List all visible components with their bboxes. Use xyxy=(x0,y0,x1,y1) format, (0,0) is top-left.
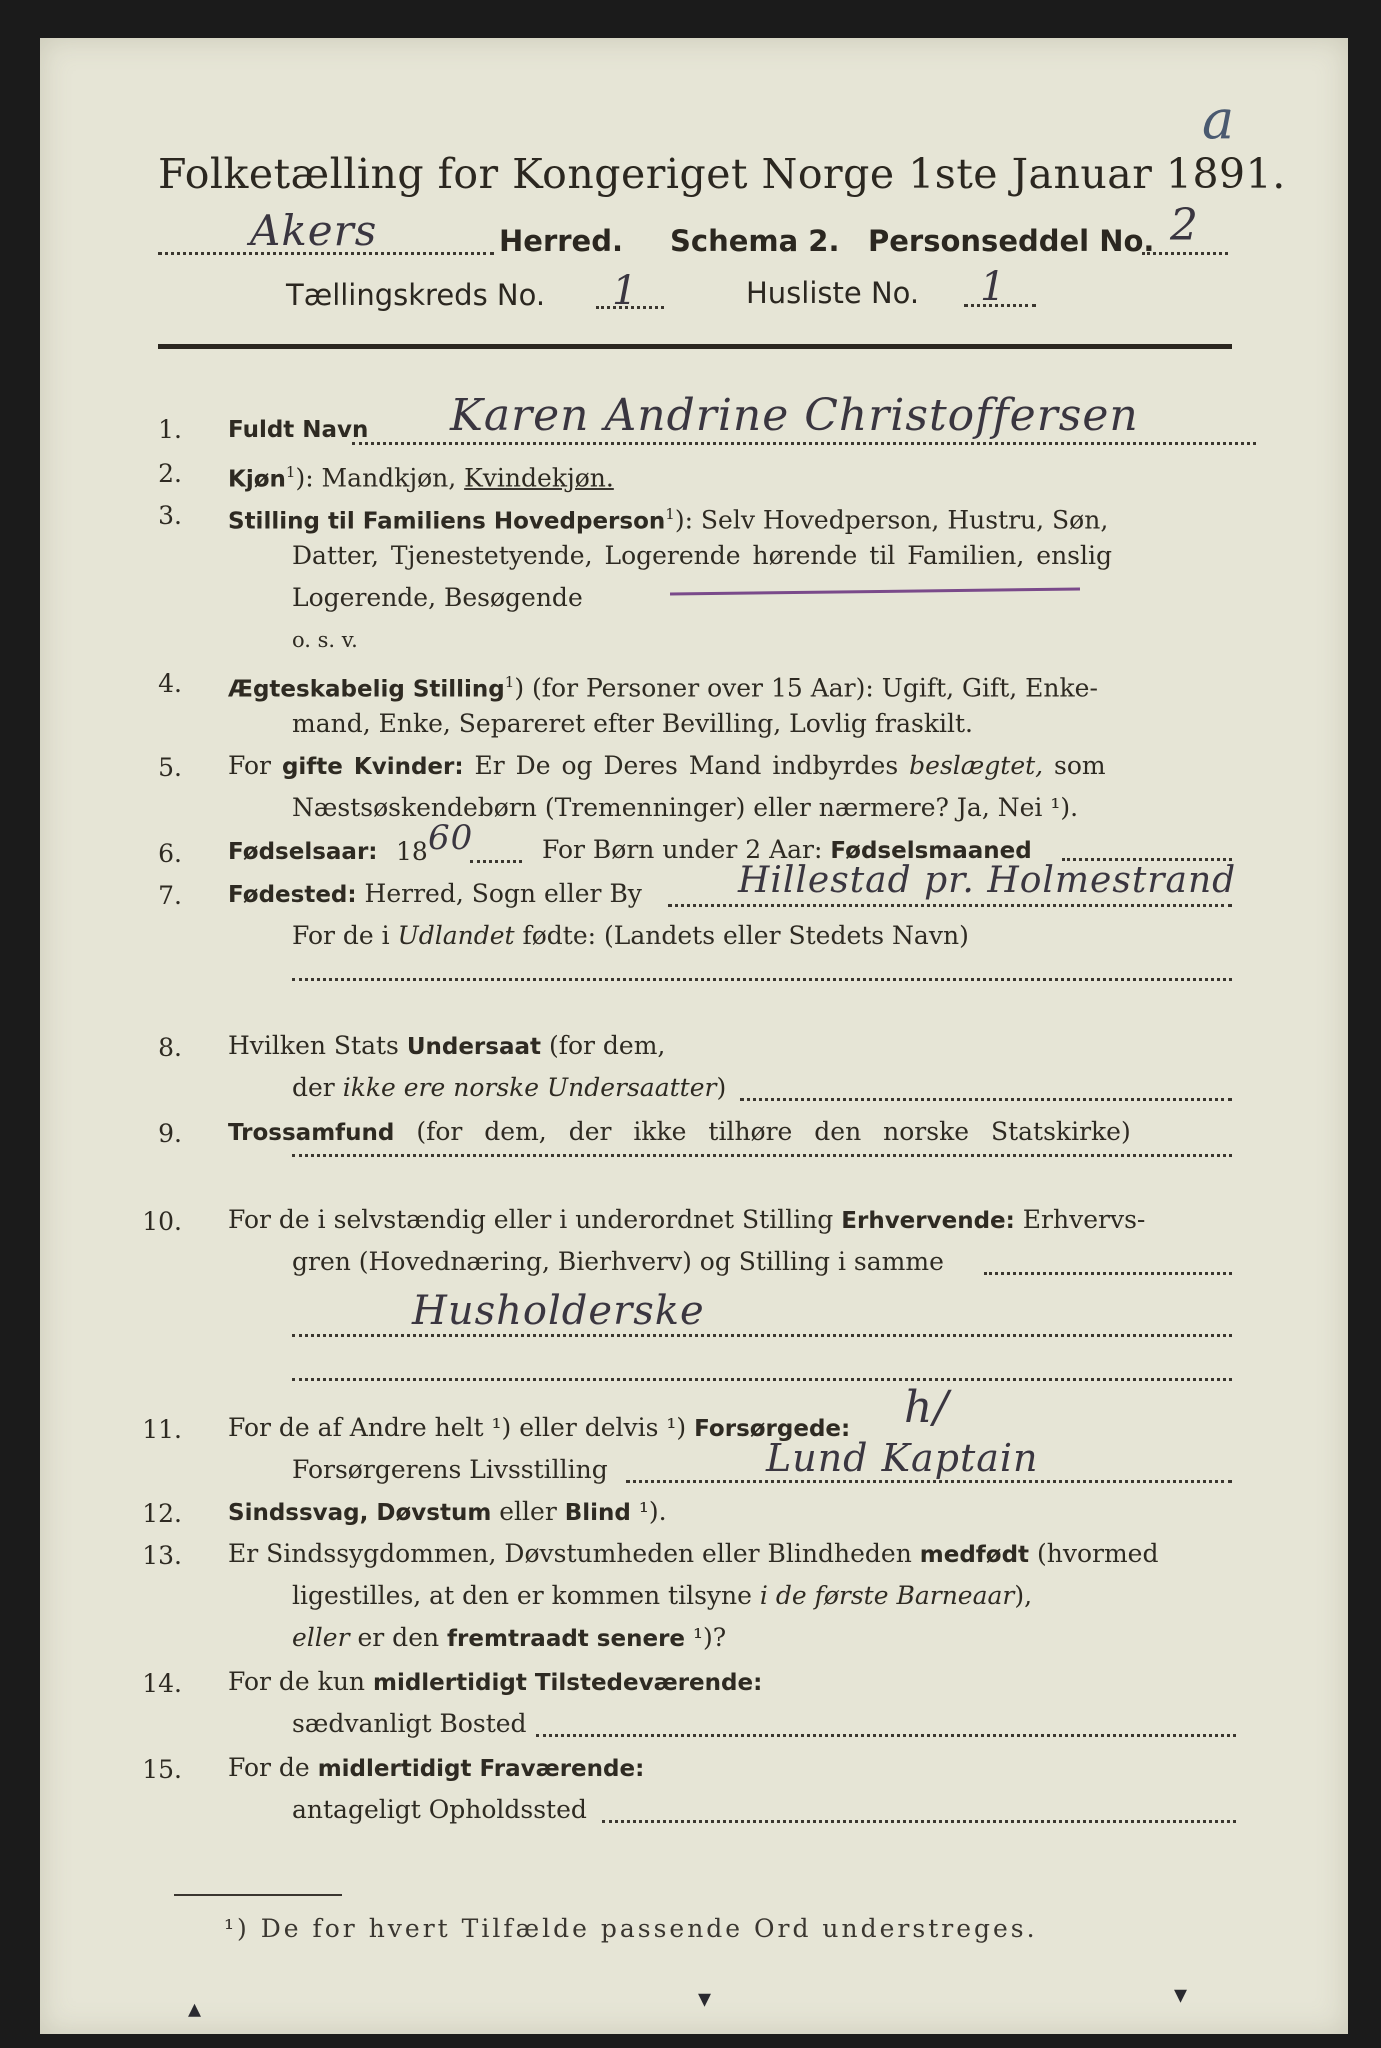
q3-line1-rest: ): Selv Hovedperson, Hustru, Søn, xyxy=(674,505,1109,535)
q7-text-b: fødte: (Landets eller Stedets Navn) xyxy=(514,921,969,950)
q11-line2: Forsørgerens Livsstilling xyxy=(292,1455,608,1484)
q8-text-d: ) xyxy=(716,1073,727,1102)
q2-number: 2. xyxy=(158,459,182,488)
q15-number: 15. xyxy=(142,1755,182,1784)
q10-number: 10. xyxy=(142,1207,182,1236)
q14-number: 14. xyxy=(142,1669,182,1698)
q7-number: 7. xyxy=(158,881,182,910)
q14-line1 xyxy=(228,1662,762,1703)
q9-line1 xyxy=(228,1112,1131,1153)
q3-line1: Stilling til Familiens Hovedperson$^1$): Selv Hovedperson, Hustru, Søn, xyxy=(228,505,1109,535)
q13-text-d: ), xyxy=(1014,1581,1033,1610)
q7-dots2 xyxy=(292,978,1232,981)
husliste-value: 1 xyxy=(980,264,1007,310)
q3-line3: Logerende, Besøgende xyxy=(292,583,583,612)
q5-text-b: Er De og Deres Mand indbyrdes xyxy=(463,751,910,780)
q14-dots xyxy=(536,1734,1236,1737)
q13-bold2: fremtraadt senere xyxy=(447,1626,686,1652)
q6-value: 60 xyxy=(428,818,474,858)
q8-number: 8. xyxy=(158,1033,182,1062)
q7-text: Herred, Sogn eller By xyxy=(356,879,642,908)
q3-underline-mark xyxy=(670,587,1080,595)
schema-label: Schema 2. xyxy=(670,224,840,258)
q14-line2: sædvanligt Bosted xyxy=(292,1709,527,1738)
q10-bold: Erhvervende: xyxy=(841,1208,1015,1234)
q1-value: Karen Andrine Christoffersen xyxy=(450,390,1139,441)
q5-line2: Næstsøskendebørn (Tremenninger) eller nærmere? Ja, Nei ¹). xyxy=(292,793,1079,822)
q15-line1 xyxy=(228,1748,644,1789)
q13-text-e: er den xyxy=(349,1623,448,1652)
corner-mark: a xyxy=(1202,88,1236,151)
q2-line xyxy=(228,452,614,499)
q1-label: Fuldt Navn xyxy=(228,417,369,443)
form-title: Folketælling for Kongeriget Norge 1ste Januar 1891. xyxy=(158,150,1286,198)
q15-line2: antageligt Opholdssted xyxy=(292,1795,587,1824)
q13-text-a: Er Sindssygdommen, Døvstumheden eller Blindheden xyxy=(228,1539,920,1568)
q4-line1: Ægteskabelig Stilling$^1$) (for Personer over 15 Aar): Ugift, Gift, Enke- xyxy=(228,673,1098,703)
herred-label: Herred. xyxy=(499,224,623,258)
q3-line2: Datter, Tjenestetyende, Logerende hørende til Familien, enslig xyxy=(292,541,1113,570)
q13-text-b: (hvormed xyxy=(1029,1539,1159,1568)
q6-text: For Børn under 2 Aar: xyxy=(542,835,831,864)
q13-line1 xyxy=(228,1534,1158,1575)
q12-tail: ¹). xyxy=(630,1497,667,1526)
q4-line2: mand, Enke, Separeret efter Bevilling, Lovlig fraskilt. xyxy=(292,709,973,738)
q3-label: Stilling til Familiens Hovedperson xyxy=(228,508,666,535)
q9-text: (for dem, der ikke tilhøre den norske Statskirke) xyxy=(394,1117,1131,1146)
q15-bold: midlertidigt Fraværende: xyxy=(317,1756,645,1782)
q9-number: 9. xyxy=(158,1119,182,1148)
q8-text-c: der xyxy=(292,1073,343,1102)
q14-text: For de kun xyxy=(228,1667,373,1696)
q5-text-a: For xyxy=(228,751,282,780)
q11-number: 11. xyxy=(142,1415,182,1444)
q4-line1-rest: ) (for Personer over 15 Aar): Ugift, Gift, Enke- xyxy=(514,673,1098,703)
q4-number: 4. xyxy=(158,669,182,698)
q12-label: Sindssvag, Døvstum xyxy=(228,1500,492,1526)
personseddel-value: 2 xyxy=(1170,200,1199,251)
q9-label: Trossamfund xyxy=(228,1120,395,1146)
footnote-rule xyxy=(174,1894,342,1896)
q7-italic: Udlandet xyxy=(397,921,515,950)
personseddel-dots xyxy=(1142,252,1228,255)
husliste-label: Husliste No. xyxy=(746,276,920,310)
q5-italic: beslægtet, xyxy=(909,751,1044,780)
q2-text: ): Mandkjøn, xyxy=(295,463,465,493)
q8-line2 xyxy=(292,1068,726,1108)
q12-number: 12. xyxy=(142,1499,182,1528)
q6-prefix: 18 xyxy=(396,837,428,866)
q13-number: 13. xyxy=(142,1541,182,1570)
q10-dots2 xyxy=(292,1334,1232,1337)
q6-number: 6. xyxy=(158,839,182,868)
q2-selected: Kvindekjøn. xyxy=(464,463,614,493)
q15-text: For de xyxy=(228,1753,318,1782)
q6-label: Fødselsaar: xyxy=(228,839,378,865)
q1-dots xyxy=(352,442,1256,445)
q11-line1 xyxy=(228,1408,850,1449)
q7-label: Fødested: xyxy=(228,882,357,908)
q10-text-b: Erhvervs- xyxy=(1014,1205,1146,1234)
ink-mark-left: ▴ xyxy=(188,1994,202,2024)
q2-sup: 1 xyxy=(285,463,296,481)
q13-line3 xyxy=(292,1618,726,1659)
q10-dots xyxy=(984,1272,1232,1275)
q13-text-f: ¹)? xyxy=(685,1623,727,1652)
q8-line1 xyxy=(228,1026,665,1067)
q5-number: 5. xyxy=(158,753,182,782)
census-form xyxy=(40,38,1348,2034)
q11-dots xyxy=(626,1480,1232,1483)
q11-bold: Forsørgede: xyxy=(694,1416,851,1442)
q2-label: Kjøn xyxy=(228,466,286,493)
q8-italic: ikke ere norske Undersaatter xyxy=(342,1073,717,1102)
q1-number: 1. xyxy=(158,415,182,444)
q11-text: For de af Andre helt ¹) eller delvis ¹) xyxy=(228,1413,695,1442)
ink-mark-center: ▾ xyxy=(698,1984,712,2014)
q5-text-c: som xyxy=(1043,751,1106,780)
q14-bold: midlertidigt Tilstedeværende: xyxy=(372,1670,763,1696)
q11-value2: Lund Kaptain xyxy=(766,1436,1039,1480)
q6-label2: Fødselsmaaned xyxy=(830,838,1032,864)
q12-line xyxy=(228,1492,667,1533)
q10-dots3 xyxy=(292,1378,1232,1381)
q13-italic2: eller xyxy=(292,1623,350,1652)
q3-number: 3. xyxy=(158,501,182,530)
q9-dots xyxy=(292,1154,1232,1157)
herred-value: Akers xyxy=(250,206,378,255)
q4-label: Ægteskabelig Stilling xyxy=(228,676,505,703)
q8-dots xyxy=(740,1098,1232,1101)
q8-text-a: Hvilken Stats xyxy=(228,1031,407,1060)
q7-line1 xyxy=(228,874,642,915)
q5-line1 xyxy=(228,746,1106,787)
q10-value: Husholderske xyxy=(412,1288,705,1334)
q13-bold: medfødt xyxy=(919,1542,1030,1568)
q7-dots xyxy=(668,904,1232,907)
q8-bold: Undersaat xyxy=(406,1034,541,1060)
q7-line2 xyxy=(292,916,969,956)
kreds-label: Tællingskreds No. xyxy=(286,278,546,312)
q13-text-c: ligestilles, at den er kommen tilsyne xyxy=(292,1581,760,1610)
q13-line2 xyxy=(292,1576,1032,1616)
kreds-value: 1 xyxy=(612,268,639,314)
q15-dots xyxy=(602,1820,1236,1823)
q12-text: eller xyxy=(491,1497,565,1526)
q10-line2: gren (Hovednæring, Bierhverv) og Stilling i samme xyxy=(292,1247,944,1276)
header-rule xyxy=(158,344,1232,349)
q13-italic: i de første Barneaar xyxy=(759,1581,1015,1610)
personseddel-label: Personseddel No. xyxy=(868,224,1155,258)
q7-value: Hillestad pr. Holmestrand xyxy=(738,860,1237,901)
footnote: ¹) De for hvert Tilfælde passende Ord understreges. xyxy=(224,1914,1038,1943)
q12-label2: Blind xyxy=(564,1500,631,1526)
q6-dots xyxy=(470,860,522,863)
q7-text-a: For de i xyxy=(292,921,398,950)
q11-value1: h/ xyxy=(904,1382,950,1433)
q3-line4: o. s. v. xyxy=(292,628,358,652)
q10-text-a: For de i selvstændig eller i underordnet Stilling xyxy=(228,1205,842,1234)
q10-line1 xyxy=(228,1200,1145,1241)
q5-bold: gifte Kvinder: xyxy=(281,754,464,780)
ink-mark-right: ▾ xyxy=(1174,1980,1188,2010)
q8-text-b: (for dem, xyxy=(541,1031,666,1060)
